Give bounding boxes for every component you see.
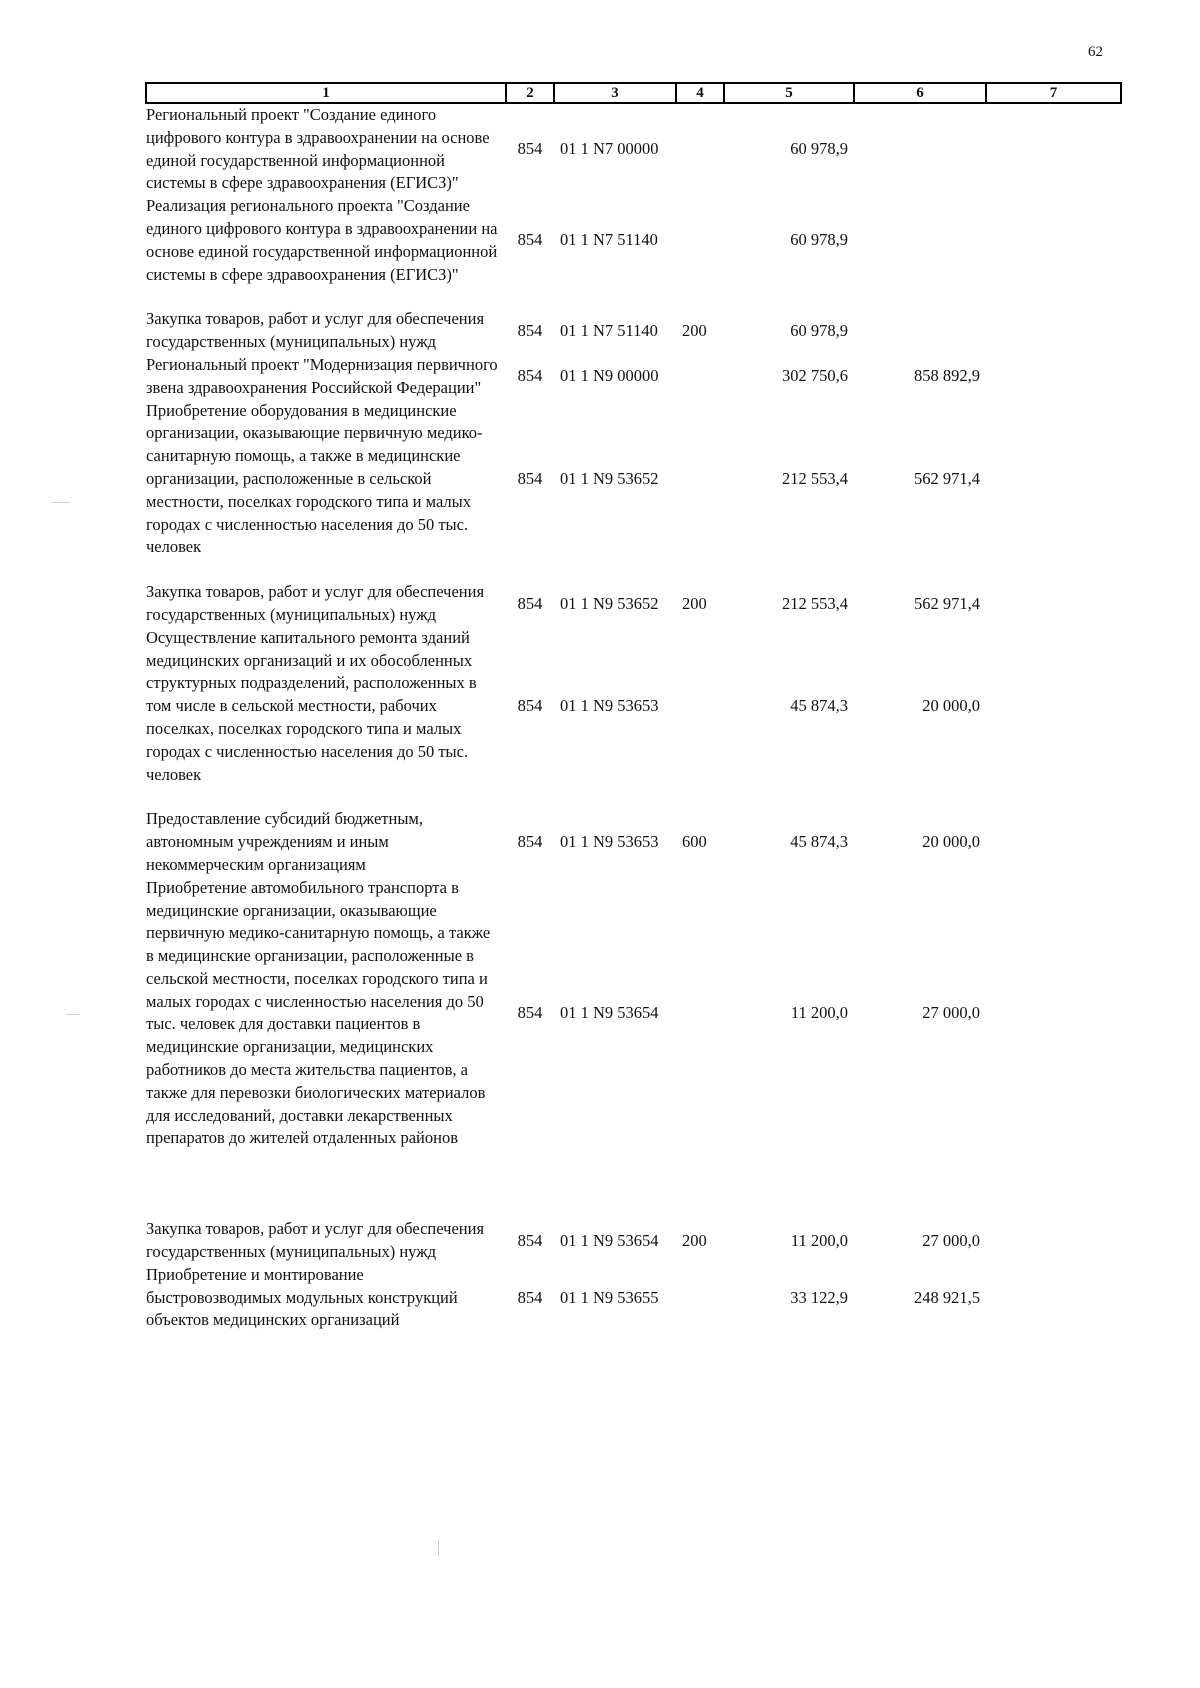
table-row — [146, 581, 1121, 627]
target-code: 01 1 N9 53655 — [560, 1287, 659, 1307]
table-row — [146, 400, 1121, 560]
sum-col-6: 27 000,0 — [922, 1230, 980, 1250]
gr-code: 854 — [517, 832, 543, 852]
row-spacer — [146, 786, 1121, 808]
sum-col-6: 858 892,9 — [914, 366, 980, 386]
gr-code: 854 — [517, 230, 543, 250]
item-name: Региональный проект "Модернизация первичного звена здравоохранения Российской Федерации" — [146, 354, 498, 397]
expense-type — [676, 1264, 724, 1332]
sum-col-5: 60 978,9 — [790, 139, 848, 159]
page-number: 62 — [1088, 44, 1103, 60]
scan-mark — [438, 1540, 439, 1556]
gr-code: 854 — [517, 593, 543, 613]
item-name: Закупка товаров, работ и услуг для обеспечения государственных (муниципальных) нужд — [146, 309, 485, 352]
scan-mark — [66, 1014, 80, 1015]
header-col-2: 2 — [506, 83, 554, 103]
table-row — [146, 627, 1121, 787]
target-code: 01 1 N9 53652 — [560, 468, 659, 488]
sum-col-6 — [854, 195, 986, 286]
target-code: 01 1 N9 53652 — [560, 593, 659, 613]
item-name: Приобретение и монтирование быстровозводимых модульных конструкций объектов медицинских организаций — [146, 1264, 458, 1330]
expense-type — [676, 627, 724, 787]
gr-code: 854 — [517, 320, 543, 340]
header-col-6: 6 — [854, 83, 986, 103]
expense-type: 200 — [682, 593, 707, 613]
sum-col-6: 248 921,5 — [914, 1287, 980, 1307]
sum-col-5: 11 200,0 — [790, 1230, 848, 1250]
sum-col-5: 11 200,0 — [790, 1003, 848, 1023]
item-name: Предоставление субсидий бюджетным, автономным учреждениям и иным некоммерческим организациям — [146, 809, 423, 874]
target-code: 01 1 N7 51140 — [560, 320, 658, 340]
expense-type: 600 — [682, 832, 707, 852]
gr-code: 854 — [517, 1230, 543, 1250]
sum-col-5: 302 750,6 — [782, 366, 848, 386]
sum-col-7 — [986, 103, 1121, 195]
gr-code: 854 — [517, 1003, 543, 1023]
expense-type — [676, 877, 724, 1151]
sum-col-7 — [986, 627, 1121, 787]
target-code: 01 1 N7 00000 — [560, 139, 659, 159]
header-col-7: 7 — [986, 83, 1121, 103]
table-row — [146, 354, 1121, 400]
sum-col-5: 212 553,4 — [782, 593, 848, 613]
expense-type — [676, 400, 724, 560]
sum-col-6: 562 971,4 — [914, 468, 980, 488]
item-name: Реализация регионального проекта "Создание единого цифрового контура в здравоохранении на основе единой государственной информационной системы в сфере здравоохранения (ЕГИСЗ)" — [146, 196, 498, 284]
table-row — [146, 1218, 1121, 1264]
sum-col-7 — [986, 808, 1121, 876]
table-row — [146, 195, 1121, 286]
item-name: Приобретение оборудования в медицинские организации, оказывающие первичную медико-санитарную помощь, а также в медицинские организации, расположенные в сельской местности, поселках городского типа и малых городах с численностью населения до 50 тыс. человек — [146, 400, 483, 557]
target-code: 01 1 N9 53654 — [560, 1230, 659, 1250]
item-name: Приобретение автомобильного транспорта в медицинские организации, оказывающие первичную медико-санитарную помощь, а также в медицинские организации, расположенные в сельской местности, поселках городского типа и малых городах с численностью населения до 50 тыс. человек для доставки пациентов в медицинские организации, медицинских работников до места жительства пациентов, а также для перевозки биологических материалов для исследований, доставки лекарственных препаратов до жителей отдаленных районов — [146, 877, 491, 1148]
table-row — [146, 877, 1121, 1151]
header-col-5: 5 — [724, 83, 854, 103]
item-name: Закупка товаров, работ и услуг для обеспечения государственных (муниципальных) нужд — [146, 1219, 485, 1262]
table-row — [146, 1264, 1121, 1332]
sum-col-7 — [986, 1264, 1121, 1332]
sum-col-7 — [986, 195, 1121, 286]
sum-col-5: 33 122,9 — [790, 1287, 848, 1307]
header-col-3: 3 — [554, 83, 676, 103]
table-row — [146, 103, 1121, 195]
expense-type: 200 — [682, 1230, 707, 1250]
expense-type — [676, 103, 724, 195]
sum-col-7 — [986, 308, 1121, 354]
row-spacer — [146, 559, 1121, 581]
gr-code: 854 — [517, 139, 543, 159]
expense-type — [676, 354, 724, 400]
table-row — [146, 808, 1121, 876]
sum-col-6: 27 000,0 — [922, 1003, 980, 1023]
table-row — [146, 308, 1121, 354]
sum-col-5: 60 978,9 — [790, 230, 848, 250]
sum-col-5: 45 874,3 — [790, 832, 848, 852]
target-code: 01 1 N7 51140 — [560, 230, 658, 250]
scan-mark — [52, 502, 70, 503]
sum-col-5: 212 553,4 — [782, 468, 848, 488]
item-name: Осуществление капитального ремонта зданий медицинских организаций и их обособленных структурных подразделений, расположенных в том числе в сельской местности, рабочих поселках, поселках городского типа и малых городах с численностью населения до 50 тыс. человек — [146, 627, 477, 784]
target-code: 01 1 N9 53653 — [560, 832, 659, 852]
target-code: 01 1 N9 53653 — [560, 696, 659, 716]
sum-col-5: 60 978,9 — [790, 320, 848, 340]
sum-col-6 — [854, 103, 986, 195]
gr-code: 854 — [517, 696, 543, 716]
target-code: 01 1 N9 00000 — [560, 366, 659, 386]
item-name: Региональный проект "Создание единого цифрового контура в здравоохранении на основе единой государственной информационной системы в сфере здравоохранения (ЕГИСЗ)" — [146, 105, 490, 193]
sum-col-5: 45 874,3 — [790, 696, 848, 716]
item-name: Закупка товаров, работ и услуг для обеспечения государственных (муниципальных) нужд — [146, 582, 485, 624]
expense-type: 200 — [682, 320, 707, 340]
header-col-4: 4 — [676, 83, 724, 103]
gr-code: 854 — [517, 366, 543, 386]
table-header-row — [146, 83, 1121, 103]
sum-col-7 — [986, 354, 1121, 400]
row-spacer — [146, 1150, 1121, 1218]
sum-col-6: 20 000,0 — [922, 696, 980, 716]
gr-code: 854 — [517, 468, 543, 488]
sum-col-6: 20 000,0 — [922, 832, 980, 852]
sum-col-6: 562 971,4 — [914, 593, 980, 613]
sum-col-6 — [854, 308, 986, 354]
sum-col-7 — [986, 877, 1121, 1151]
sum-col-7 — [986, 400, 1121, 560]
budget-table — [145, 82, 1122, 1332]
sum-col-7 — [986, 1218, 1121, 1264]
expense-type — [676, 195, 724, 286]
row-spacer — [146, 286, 1121, 308]
target-code: 01 1 N9 53654 — [560, 1003, 659, 1023]
gr-code: 854 — [517, 1287, 543, 1307]
header-col-1: 1 — [146, 83, 506, 103]
sum-col-7 — [986, 581, 1121, 627]
